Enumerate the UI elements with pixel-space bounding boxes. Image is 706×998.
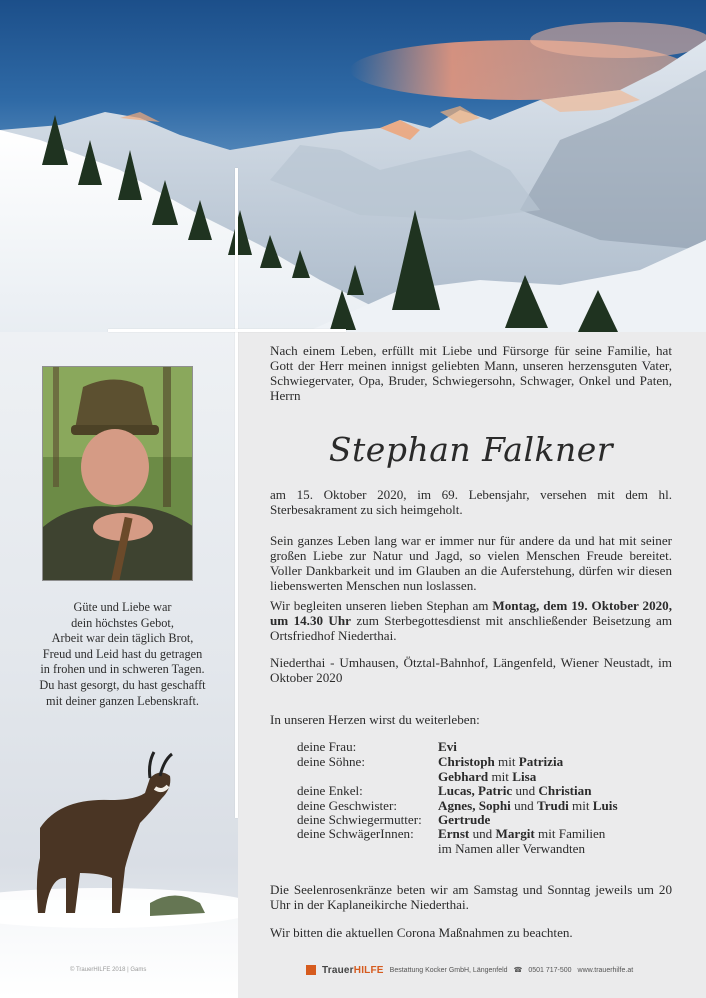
relative-value-all-relatives: im Namen aller Verwandten — [438, 841, 586, 856]
hunter-hat — [75, 380, 153, 430]
phone-icon: ☎ — [513, 967, 523, 974]
poem-line: dein höchstes Gebot, — [71, 615, 174, 630]
relative-label-in-laws: deine SchwägerInnen: — [297, 826, 414, 841]
relative-value-in-laws: Ernst und Margit mit Familien — [438, 826, 606, 841]
footer-phone: 0501 717-500 — [528, 966, 572, 974]
portrait-man — [43, 367, 193, 581]
face — [81, 429, 149, 505]
funeral-text-before: Wir begleiten unseren lieben Stephan am — [270, 598, 493, 613]
relative-label-mother-in-law: deine Schwiegermutter: — [297, 812, 422, 827]
relative-value-siblings: Agnes, Sophi und Trudi mit Luis — [438, 798, 618, 813]
portrait-photo — [42, 366, 193, 581]
footer — [306, 963, 686, 977]
copyright: © TrauerHILFE 2018 | Gams — [70, 967, 147, 973]
footer-web[interactable]: www.trauerhilfe.at — [577, 966, 634, 974]
relative-label-wife: deine Frau: — [297, 739, 357, 754]
rosary-text: Die Seelenrosenkränze beten wir am Samstag und Sonntag jeweils um 20 Uhr in der Kaplaneikirche Niederthai. — [270, 882, 672, 913]
relative-label-sons: deine Söhne: — [297, 754, 366, 769]
funeral-text — [270, 598, 672, 643]
trauerhilfe-logo-icon — [306, 965, 316, 975]
mountain-landscape — [0, 0, 706, 335]
relative-value-wife: Evi — [438, 739, 457, 754]
relative-value-mother-in-law: Gertrude — [438, 812, 491, 827]
corona-text: Wir bitten die aktuellen Corona Maßnahmen zu beachten. — [270, 925, 573, 940]
relative-label-grandchildren: deine Enkel: — [297, 783, 363, 798]
places-text: Niederthai - Umhausen, Ötztal-Bahnhof, Längenfeld, Wiener Neustadt, im Oktober 2020 — [270, 655, 672, 686]
intro-text: Nach einem Leben, erfüllt mit Liebe und Fürsorge für seine Familie, hat Gott der Herr meinen innigst geliebten Mann, unseren herzensguten Vater, Schwiegervater, Opa, Bruder, Schwiegersohn, Schwager, Onkel und Paten, Herrn — [270, 343, 672, 404]
footer-company: Bestattung Kocker GmbH, Längenfeld — [389, 966, 508, 974]
cross-vertical — [235, 168, 238, 818]
life-text: Sein ganzes Leben lang war er immer nur für andere da und hat mit seiner großen Liebe zur Natur und Jagd, so vielen Menschen Freude bereitet. Voller Dankbarkeit und im Glauben an die Auferstehung, dürfen wir diesen liebenswerten Menschen nun loslassen. — [270, 533, 672, 594]
relative-label-siblings: deine Geschwister: — [297, 798, 397, 813]
relative-value-sons-1: Christoph mit Patrizia — [438, 754, 564, 769]
pink-cloud-small — [530, 22, 706, 58]
relative-value-grandchildren: Lucas, Patric und Christian — [438, 783, 592, 798]
cross-horizontal — [108, 329, 346, 332]
relative-value-sons-2: Gebhard mit Lisa — [438, 769, 537, 784]
poem-line: Du hast gesorgt, du hast geschafft — [39, 677, 206, 692]
poem — [10, 600, 235, 709]
chamois-illustration — [0, 738, 238, 998]
hearts-line: In unseren Herzen wirst du weiterleben: — [270, 712, 480, 727]
funeral-date: Montag, dem 19. Oktober 2020, um 14.30 Uhr — [270, 598, 672, 629]
poem-line: Güte und Liebe war — [73, 600, 172, 614]
poem-line: Freud und Leid hast du getragen — [42, 646, 203, 661]
poem-line: Arbeit war dein täglich Brot, — [51, 631, 194, 646]
death-text: am 15. Oktober 2020, im 69. Lebensjahr, versehen mit dem hl. Sterbesakrament zu sich heimgeholt. — [270, 487, 672, 518]
deceased-name: Stephan Falkner — [328, 430, 614, 469]
poem-line: in frohen und in schweren Tagen. — [40, 662, 205, 677]
trauerhilfe-logo: TrauerHILFE — [322, 964, 384, 976]
funeral-text-after: zum Sterbegottesdienst mit anschließender Beisetzung am Ortsfriedhof Niederthai. — [270, 613, 673, 644]
poem-line: mit deiner ganzen Lebenskraft. — [46, 693, 199, 708]
